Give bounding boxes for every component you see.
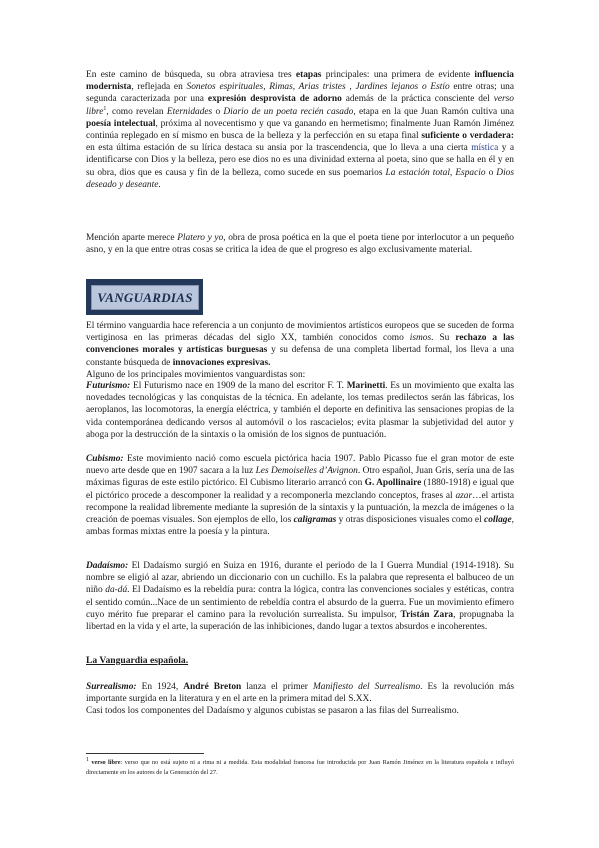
text-run: además de la práctica consciente del — [341, 94, 494, 105]
work-title-dios: Dios deseado y deseante — [86, 167, 515, 190]
author-breton: André Breton — [183, 682, 242, 692]
futurismo-paragraph — [86, 380, 514, 441]
dadaismo-paragraph — [86, 560, 514, 633]
footnote-marker: 1 — [86, 756, 89, 763]
text-run: . El Dadaísmo es la rebeldía pura: contra la lógica, contra las convenciones sociales y estéticas, contra el sentido común...Nace de un sentimiento de rebeldía contra el absurdo de la guerra. Fue un movimiento efímero cuyo mérito fue preparar el camino para la revolución surrealista. Su impulsor, — [86, 585, 515, 620]
term-cubismo: Cubismo: — [86, 454, 124, 464]
work-title-eternidades: Eternidades — [166, 106, 213, 117]
term-surrealismo: Surrealismo: — [86, 682, 137, 692]
work-title-platero: Platero y yo — [177, 233, 224, 243]
footnote-term: verso libre — [89, 759, 121, 766]
surrealismo-paragraph — [86, 681, 514, 718]
footnote-reference[interactable]: 1 — [103, 105, 107, 112]
author-marinetti: Marinetti — [346, 381, 386, 391]
text-run: El Futurismo nace en 1909 de la mano del escritor F. T. — [130, 381, 347, 391]
emphasis-poesia-intelectual: poesía intelectual — [86, 118, 156, 129]
text-run: lanza el primer — [241, 682, 313, 692]
text-run: El término vanguardia hace referencia a un conjunto de movimientos artísticos europeos que se suceden de forma vertiginosa en las primeras décadas del siglo XX, también conocidos como — [86, 321, 514, 344]
text-run: entre otras; una segunda caracterizada por una — [86, 82, 514, 105]
text-run: En 1924, — [136, 682, 184, 692]
emphasis-influencia: influencia modernista — [86, 70, 514, 93]
text-run: , reflejada en — [131, 82, 187, 93]
text-run: , próxima al novecentismo y que va ganando en hermetismo; finalmente Juan Ramón Jiménez continúa replegado en sí mismo en busca de la belleza y la perfección en su etapa final — [86, 118, 514, 142]
footnote-text: : verso que no está sujeto ni a rima ni a medida. Esta modalidad francesa fue introducida por Juan Ramón Jiménez en la literatura española e influyó directamente en los autores de la Generación del 27. — [86, 759, 514, 776]
term-dadaismo: Dadaísmo: — [86, 561, 129, 571]
term-dada: da-dá — [105, 585, 128, 596]
work-title-manifiesto: Manifiesto del Surrealismo — [312, 682, 421, 692]
text-run: En este camino de búsqueda, su obra atraviesa tres — [86, 70, 296, 80]
emphasis-suficiente: suficiente o verdadera: — [421, 131, 514, 142]
work-titles-sonetos: Sonetos espirituales, Rimas, Arias tristes , Jardines lejanos o Estío — [186, 82, 450, 93]
text-run: y a identificarse con Dios y la belleza, pero ese dios no es una divinidad externa al poeta, sino que se halla en él y en su obra, dios que es causa y fin de la belleza, como sucede en sus poemarios — [86, 143, 514, 178]
cubismo-paragraph — [86, 453, 514, 538]
author-tzara: Tristán Zara — [400, 609, 454, 620]
emphasis-etapas: etapas — [295, 70, 322, 80]
text-run: . — [158, 179, 161, 190]
section-banner — [86, 279, 203, 315]
author-apollinaire: G. Apollinaire — [364, 478, 422, 489]
emphasis-expresion: expresión desprovista de adorno — [207, 94, 342, 105]
subsection-heading: La Vanguardia española. — [86, 655, 189, 666]
text-run: o — [485, 167, 497, 178]
work-title-demoiselles: Les Demoiselles d’Avignon — [255, 466, 358, 477]
text-run: . Es un movimiento que exalta las novedades tecnológicas y las conquistas de la técnica. En adelante, los temas predilectos serán las fábricas, los aeroplanos, las locomotoras, la energía eléctrica, y también el deporte en definitiva las sensaciones propias de la vida contemporánea dedicando versos al automóvil o los rascacielos; evita plasmar la subjetividad del autor y aboga por la destrucción de la sintaxis o la omisión de los signos de puntuación. — [86, 381, 514, 440]
platero-paragraph — [86, 232, 514, 256]
text-run: principales: una primera de evidente — [321, 70, 475, 80]
text-run: y su defensa de una completa libertad formal, los lleva a una constante búsqueda de — [86, 345, 514, 368]
text-run: …el artista recompone la realidad libremente mediante la supresión de la sintaxis y la puntuación, la mezcla de imágenes o la creación de poemas visuales. Son ejemplos de ello, los — [86, 490, 514, 526]
text-run: , etapa en la que Juan Ramón cultiva una — [353, 106, 514, 117]
text-run: , propugnaba la libertad en la vida y el arte, la superación de las inhibiciones, dando lugar a textos absurdos e incoherentes. — [86, 609, 514, 633]
text-run: . Otro español, Juan Gris, sería una de las máximas figuras de este estilo pictórico. El Cubismo literario arrancó con — [86, 466, 514, 489]
link-mistica[interactable]: mística — [471, 143, 499, 154]
text-run: Mención aparte merece — [86, 233, 178, 243]
emphasis-innovaciones: innovaciones expresivas. — [172, 357, 271, 368]
text-run: Este movimiento nació como escuela pictórica hacia 1907. Pablo Picasso fue el gran motor de este nuevo arte desde que en 1907 sacara a la luz — [86, 454, 514, 477]
term-verso-libre: verso libre — [86, 94, 514, 117]
vanguardias-paragraph — [86, 320, 514, 381]
text-run: . Su — [431, 333, 456, 344]
text-run: . Es la revolución más importante surgida en la literatura y en el arte en la primera mitad del S.XX. — [86, 682, 515, 705]
footnote — [86, 758, 514, 778]
work-title-diario: Diario de un poeta recién casado — [223, 106, 354, 117]
text-run: , como revelan — [106, 106, 167, 117]
banner-plate — [91, 285, 199, 310]
term-azar: azar — [455, 490, 473, 501]
text-run: , obra de prosa poética en la que el poeta tiene por interlocutor a un pequeño asno, y en la que entre otras cosas se critica la idea de que el progreso es algo exclusivamente material. — [86, 233, 514, 256]
text-run: y otras disposiciones visuales como el — [336, 515, 485, 526]
text-run: Alguno de los principales movimientos vanguardistas son: — [86, 369, 306, 380]
text-run: en esta última estación de su lírica destaca su ansia por la trascendencia, que lo lleva a una cierta — [86, 143, 472, 154]
text-run: o — [212, 106, 224, 117]
text-run: (1880-1918) e igual que el pictórico procede a descomponer la realidad y a recomponerla mezclando conceptos, frases al — [86, 478, 514, 501]
footnote-divider — [86, 753, 204, 754]
term-futurismo: Futurismo: — [86, 381, 131, 391]
section-title: VANGUARDIAS — [97, 289, 193, 305]
term-caligramas: caligramas — [293, 515, 337, 526]
term-collage: collage — [484, 515, 512, 526]
text-run: , ambas formas mixtas entre la poesía y la pintura. — [86, 515, 514, 538]
text-run: El Dadaísmo surgió en Suiza en 1916, durante el periodo de la I Guerra Mundial (1914-1918). Su nombre se eligió al azar, abriendo un diccionario con un cuchillo. Es la palabra que representa el balbuceo de un niño — [86, 561, 514, 596]
work-title-estacion: La estación total, Espacio — [385, 167, 486, 178]
intro-paragraph — [86, 69, 514, 191]
emphasis-rechazo: rechazo a las convenciones morales y artísticas burguesas — [86, 333, 515, 356]
text-run: Casi todos los componentes del Dadaísmo y algunos cubistas se pasaron a las filas del Surrealismo. — [86, 706, 459, 717]
term-ismos: ismos — [409, 333, 432, 344]
